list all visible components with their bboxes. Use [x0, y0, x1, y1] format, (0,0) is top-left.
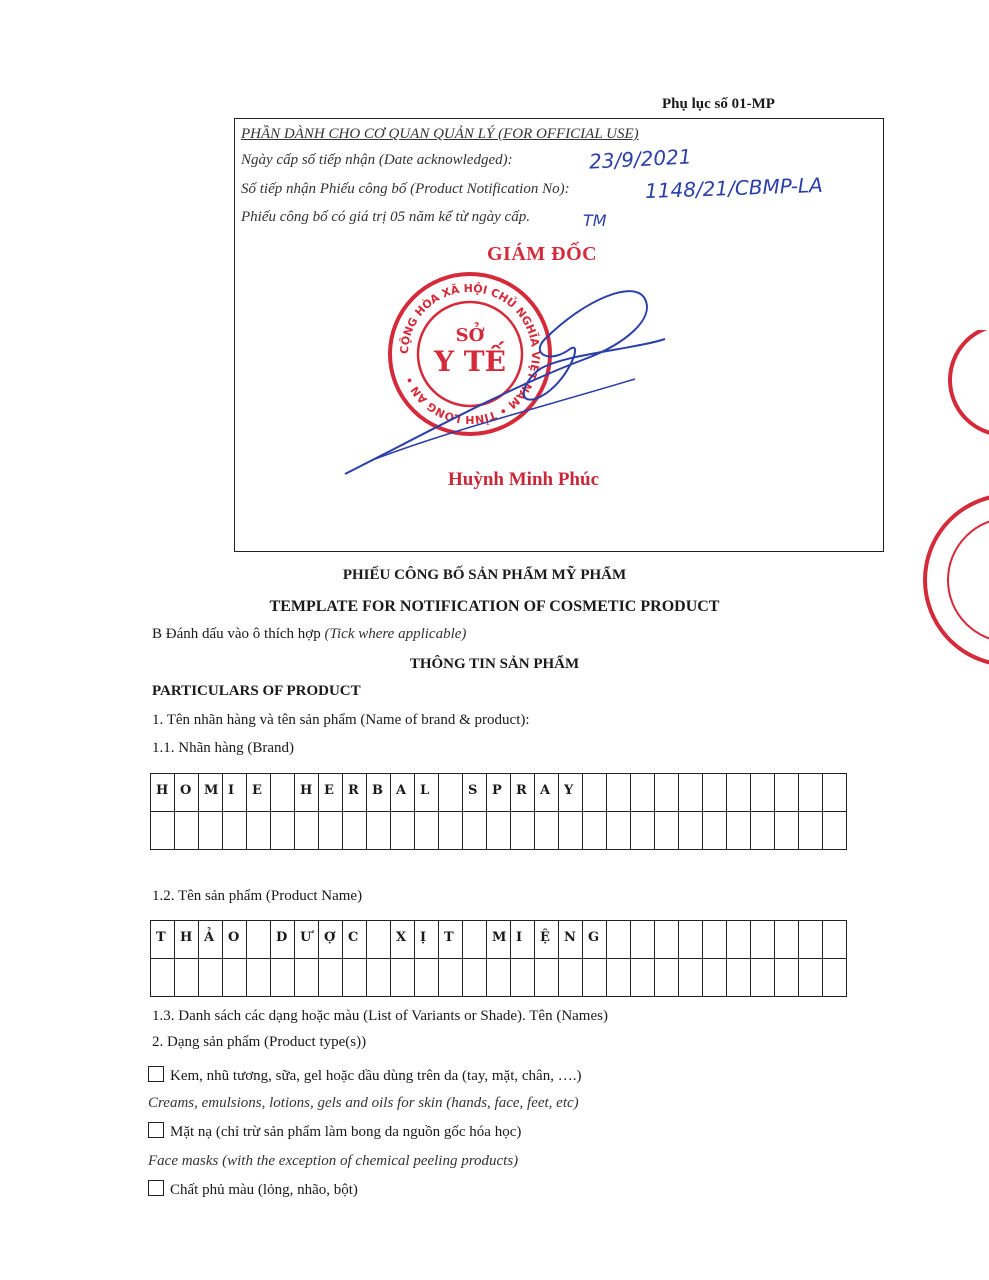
- brand-grid-cell: [535, 774, 559, 812]
- brand-grid-blank-letter: [559, 812, 582, 821]
- brand-grid-row-blank: [151, 812, 847, 850]
- name-grid-letter: D: [276, 930, 288, 945]
- name-grid-cell: [655, 921, 679, 959]
- name-grid-blank-cell: [343, 959, 367, 997]
- product-name-letter-grid: [150, 920, 847, 997]
- name-grid-letter: [655, 921, 678, 930]
- brand-grid-cell: [151, 774, 175, 812]
- name-grid-blank-cell: [559, 959, 583, 997]
- item-1-3-label: 1.3. Danh sách các dạng hoặc màu (List of Variants or Shade). Tên (Names): [152, 1008, 608, 1024]
- name-grid-cell: [751, 921, 775, 959]
- brand-grid-blank-cell: [655, 812, 679, 850]
- partial-edge-seals: [915, 330, 989, 670]
- name-grid-blank-letter: [511, 959, 534, 968]
- name-grid-blank-letter: [175, 959, 198, 968]
- brand-grid-blank-cell: [703, 812, 727, 850]
- seal-ring-text: CỘNG HÒA XÃ HỘI CHỦ NGHĨA VIỆT NAM • TỈNH LONG AN •: [397, 281, 543, 427]
- brand-grid-blank-letter: [727, 812, 750, 821]
- appendix-label: Phụ lục số 01-MP: [662, 96, 775, 112]
- name-grid-cell: [487, 921, 511, 959]
- brand-grid-cell: [271, 774, 295, 812]
- brand-grid-blank-letter: [823, 812, 846, 821]
- brand-grid-blank-cell: [199, 812, 223, 850]
- brand-grid-blank-cell: [319, 812, 343, 850]
- name-grid-blank-cell: [751, 959, 775, 997]
- brand-grid-blank-cell: [223, 812, 247, 850]
- name-grid-blank-letter: [823, 959, 846, 968]
- signature-stroke-main: [345, 291, 665, 474]
- brand-grid-blank-cell: [775, 812, 799, 850]
- brand-grid-letter: S: [468, 783, 478, 798]
- brand-grid-letter: L: [420, 783, 430, 798]
- name-grid-blank-cell: [607, 959, 631, 997]
- name-grid-blank-letter: [247, 959, 270, 968]
- brand-grid-cell: [487, 774, 511, 812]
- name-grid-row-blank: [151, 959, 847, 997]
- notification-number-value: 1148/21/CBMP-LA: [644, 172, 824, 204]
- name-grid-blank-cell: [823, 959, 847, 997]
- validity-initials: TM: [583, 211, 607, 230]
- name-grid-blank-cell: [367, 959, 391, 997]
- name-grid-blank-cell: [511, 959, 535, 997]
- name-grid-cell: [367, 921, 391, 959]
- name-grid-blank-letter: [487, 959, 510, 968]
- name-grid-letter: [607, 921, 630, 930]
- name-grid-letter: I: [516, 930, 523, 945]
- name-grid-letter: M: [492, 930, 507, 945]
- name-grid-cell: [223, 921, 247, 959]
- brand-grid-cell: [439, 774, 463, 812]
- official-use-heading: PHẦN DÀNH CHO CƠ QUAN QUẢN LÝ (FOR OFFICIAL USE): [241, 126, 639, 142]
- brand-grid-cell: [415, 774, 439, 812]
- name-grid-cell: [583, 921, 607, 959]
- validity-label: Phiếu công bố có giá trị 05 năm kể từ ngày cấp.: [241, 209, 530, 225]
- brand-grid-cell: [343, 774, 367, 812]
- name-grid-blank-cell: [295, 959, 319, 997]
- brand-grid-cell: [511, 774, 535, 812]
- tick-instruction: [152, 626, 466, 643]
- brand-grid-blank-cell: [487, 812, 511, 850]
- brand-grid-letter: [631, 774, 654, 783]
- date-acknowledged-value: 23/9/2021: [588, 144, 693, 174]
- brand-grid-blank-letter: [655, 812, 678, 821]
- brand-grid-letter: [703, 774, 726, 783]
- brand-grid-letter: O: [180, 783, 192, 798]
- brand-grid-letter: [607, 774, 630, 783]
- brand-grid-blank-cell: [463, 812, 487, 850]
- option-3-label-vn: Chất phủ màu (lỏng, nhão, bột): [170, 1182, 358, 1198]
- name-grid-letter: N: [564, 930, 576, 945]
- name-grid-letter: T: [444, 930, 454, 945]
- name-grid-blank-cell: [175, 959, 199, 997]
- name-grid-blank-cell: [775, 959, 799, 997]
- name-grid-cell: [199, 921, 223, 959]
- edge-seal-top: [950, 330, 989, 435]
- brand-grid-blank-cell: [607, 812, 631, 850]
- brand-grid-blank-letter: [487, 812, 510, 821]
- name-grid-blank-cell: [631, 959, 655, 997]
- name-grid-blank-cell: [199, 959, 223, 997]
- name-grid-cell: [247, 921, 271, 959]
- brand-grid-blank-cell: [631, 812, 655, 850]
- brand-grid-cell: [463, 774, 487, 812]
- name-grid-blank-letter: [391, 959, 414, 968]
- name-grid-letter: Ư: [300, 930, 312, 945]
- name-grid-letter: [799, 921, 822, 930]
- name-grid-blank-letter: [271, 959, 294, 968]
- product-type-option-3[interactable]: [148, 1180, 358, 1199]
- brand-grid-letter: [679, 774, 702, 783]
- brand-grid-letter: R: [348, 783, 359, 798]
- name-grid-cell: [631, 921, 655, 959]
- brand-grid-blank-letter: [223, 812, 246, 821]
- item-1-label: 1. Tên nhãn hàng và tên sản phẩm (Name of brand & product):: [152, 712, 530, 728]
- brand-grid-letter: H: [300, 783, 313, 798]
- name-grid-blank-letter: [463, 959, 486, 968]
- brand-grid-blank-cell: [439, 812, 463, 850]
- brand-grid-letter: A: [540, 783, 551, 798]
- brand-grid-blank-letter: [175, 812, 198, 821]
- name-grid-row: [151, 921, 847, 959]
- name-grid-cell: [319, 921, 343, 959]
- product-type-option-2[interactable]: [148, 1122, 521, 1141]
- brand-grid-letter: [775, 774, 798, 783]
- name-grid-blank-letter: [199, 959, 222, 968]
- name-grid-blank-cell: [799, 959, 823, 997]
- name-grid-cell: [391, 921, 415, 959]
- name-grid-cell: [799, 921, 823, 959]
- brand-grid-letter: [583, 774, 606, 783]
- brand-grid-cell: [607, 774, 631, 812]
- brand-grid-letter: [751, 774, 774, 783]
- name-grid-letter: H: [180, 930, 193, 945]
- name-grid-letter: [679, 921, 702, 930]
- brand-grid-letter: H: [156, 783, 169, 798]
- brand-grid-blank-letter: [391, 812, 414, 821]
- brand-grid-blank-letter: [343, 812, 366, 821]
- signature: [335, 279, 675, 479]
- brand-grid-blank-letter: [415, 812, 438, 821]
- brand-grid-blank-cell: [799, 812, 823, 850]
- name-grid-blank-letter: [319, 959, 342, 968]
- name-grid-cell: [175, 921, 199, 959]
- brand-grid-cell: [223, 774, 247, 812]
- name-grid-cell: [775, 921, 799, 959]
- name-grid-blank-cell: [535, 959, 559, 997]
- signature-stroke-tail: [375, 379, 635, 459]
- brand-grid-letter: R: [516, 783, 527, 798]
- brand-grid-blank-letter: [631, 812, 654, 821]
- name-grid-blank-cell: [727, 959, 751, 997]
- brand-grid-cell: [583, 774, 607, 812]
- name-grid-blank-cell: [655, 959, 679, 997]
- option-2-label-vn: Mặt nạ (chỉ trừ sản phẩm làm bong da nguồn gốc hóa học): [170, 1124, 522, 1140]
- name-grid-cell: [463, 921, 487, 959]
- brand-grid-letter: M: [204, 783, 219, 798]
- name-grid-blank-letter: [559, 959, 582, 968]
- brand-grid-blank-cell: [727, 812, 751, 850]
- name-grid-letter: C: [348, 930, 359, 945]
- brand-grid-blank-cell: [511, 812, 535, 850]
- brand-grid-cell: [295, 774, 319, 812]
- brand-grid-cell: [823, 774, 847, 812]
- name-grid-cell: [271, 921, 295, 959]
- brand-grid-blank-cell: [583, 812, 607, 850]
- item-1-2-label: 1.2. Tên sản phẩm (Product Name): [152, 888, 363, 904]
- brand-letter-grid: [150, 773, 847, 850]
- name-grid-letter: [463, 921, 486, 930]
- name-grid-blank-letter: [775, 959, 798, 968]
- name-grid-blank-cell: [151, 959, 175, 997]
- brand-grid-blank-cell: [679, 812, 703, 850]
- name-grid-letter: [631, 921, 654, 930]
- name-grid-blank-letter: [655, 959, 678, 968]
- brand-grid-letter: [823, 774, 846, 783]
- name-grid-letter: Ị: [420, 930, 427, 945]
- brand-grid-blank-letter: [367, 812, 390, 821]
- option-2-label-en: Face masks (with the exception of chemical peeling products): [148, 1153, 519, 1169]
- item-2-label: 2. Dạng sản phẩm (Product type(s)): [152, 1034, 367, 1050]
- brand-grid-cell: [175, 774, 199, 812]
- name-grid-letter: [247, 921, 270, 930]
- name-grid-blank-cell: [703, 959, 727, 997]
- notification-number-label: Số tiếp nhận Phiếu công bố (Product Notification No):: [241, 181, 570, 197]
- brand-grid-cell: [631, 774, 655, 812]
- brand-grid-row: [151, 774, 847, 812]
- checkbox-tinted-bases[interactable]: [148, 1180, 164, 1196]
- name-grid-blank-letter: [727, 959, 750, 968]
- name-grid-cell: [823, 921, 847, 959]
- brand-grid-blank-letter: [247, 812, 270, 821]
- product-type-option-1[interactable]: [148, 1066, 581, 1085]
- name-grid-blank-letter: [703, 959, 726, 968]
- brand-grid-blank-letter: [535, 812, 558, 821]
- brand-grid-blank-letter: [799, 812, 822, 821]
- brand-grid-blank-cell: [751, 812, 775, 850]
- brand-grid-cell: [319, 774, 343, 812]
- name-grid-blank-cell: [583, 959, 607, 997]
- seal-center-small: SỞ: [455, 325, 485, 346]
- brand-grid-blank-letter: [151, 812, 174, 821]
- name-grid-blank-letter: [343, 959, 366, 968]
- name-grid-blank-cell: [319, 959, 343, 997]
- brand-grid-blank-letter: [271, 812, 294, 821]
- name-grid-blank-letter: [295, 959, 318, 968]
- brand-grid-cell: [751, 774, 775, 812]
- brand-grid-blank-letter: [511, 812, 534, 821]
- form-title-en: TEMPLATE FOR NOTIFICATION OF COSMETIC PRODUCT: [269, 598, 720, 615]
- brand-grid-blank-cell: [175, 812, 199, 850]
- brand-grid-blank-letter: [583, 812, 606, 821]
- brand-grid-blank-cell: [271, 812, 295, 850]
- name-grid-blank-cell: [223, 959, 247, 997]
- name-grid-letter: [751, 921, 774, 930]
- name-grid-cell: [559, 921, 583, 959]
- name-grid-letter: G: [588, 930, 600, 945]
- brand-grid-cell: [703, 774, 727, 812]
- brand-grid-cell: [199, 774, 223, 812]
- brand-grid-cell: [799, 774, 823, 812]
- signer-name: Huỳnh Minh Phúc: [448, 469, 599, 490]
- brand-grid-letter: A: [396, 783, 407, 798]
- brand-grid-blank-cell: [535, 812, 559, 850]
- name-grid-blank-letter: [799, 959, 822, 968]
- name-grid-letter: [703, 921, 726, 930]
- brand-grid-letter: [727, 774, 750, 783]
- brand-grid-blank-letter: [775, 812, 798, 821]
- option-1-label-vn: Kem, nhũ tương, sữa, gel hoặc dầu dùng trên da (tay, mặt, chân, ….): [170, 1068, 582, 1084]
- name-grid-blank-letter: [679, 959, 702, 968]
- name-grid-cell: [151, 921, 175, 959]
- brand-grid-letter: E: [252, 783, 262, 798]
- option-1-label-en: Creams, emulsions, lotions, gels and oils for skin (hands, face, feet, etc): [148, 1095, 579, 1111]
- name-grid-blank-cell: [415, 959, 439, 997]
- brand-grid-letter: [439, 774, 462, 783]
- brand-grid-blank-cell: [295, 812, 319, 850]
- brand-grid-cell: [559, 774, 583, 812]
- date-acknowledged-label: Ngày cấp số tiếp nhận (Date acknowledged):: [241, 152, 513, 168]
- name-grid-letter: [775, 921, 798, 930]
- brand-grid-cell: [367, 774, 391, 812]
- brand-grid-cell: [247, 774, 271, 812]
- director-title: GIÁM ĐỐC: [487, 243, 598, 265]
- name-grid-cell: [679, 921, 703, 959]
- name-grid-cell: [415, 921, 439, 959]
- name-grid-blank-letter: [751, 959, 774, 968]
- brand-grid-cell: [727, 774, 751, 812]
- brand-grid-blank-letter: [199, 812, 222, 821]
- brand-grid-blank-cell: [391, 812, 415, 850]
- section-title-vn: THÔNG TIN SẢN PHẨM: [409, 656, 580, 672]
- checkbox-creams[interactable]: [148, 1066, 164, 1082]
- name-grid-blank-letter: [151, 959, 174, 968]
- brand-grid-blank-cell: [823, 812, 847, 850]
- brand-grid-cell: [775, 774, 799, 812]
- name-grid-cell: [439, 921, 463, 959]
- brand-grid-cell: [655, 774, 679, 812]
- brand-grid-cell: [679, 774, 703, 812]
- brand-grid-blank-letter: [679, 812, 702, 821]
- name-grid-letter: X: [396, 930, 407, 945]
- name-grid-blank-cell: [439, 959, 463, 997]
- brand-grid-blank-cell: [343, 812, 367, 850]
- name-grid-blank-letter: [583, 959, 606, 968]
- tick-instruction-vn: B Đánh dấu vào ô thích hợp: [152, 626, 321, 642]
- name-grid-letter: T: [156, 930, 166, 945]
- brand-grid-blank-cell: [559, 812, 583, 850]
- name-grid-letter: [823, 921, 846, 930]
- name-grid-cell: [727, 921, 751, 959]
- name-grid-letter: O: [228, 930, 240, 945]
- brand-grid-cell: [391, 774, 415, 812]
- name-grid-blank-letter: [535, 959, 558, 968]
- brand-grid-blank-letter: [295, 812, 318, 821]
- name-grid-letter: [367, 921, 390, 930]
- brand-grid-blank-letter: [751, 812, 774, 821]
- brand-grid-blank-cell: [151, 812, 175, 850]
- brand-grid-letter: [655, 774, 678, 783]
- name-grid-blank-cell: [247, 959, 271, 997]
- name-grid-letter: Ợ: [324, 930, 336, 945]
- name-grid-cell: [535, 921, 559, 959]
- name-grid-blank-cell: [463, 959, 487, 997]
- brand-grid-blank-cell: [247, 812, 271, 850]
- name-grid-blank-letter: [439, 959, 462, 968]
- name-grid-blank-letter: [223, 959, 246, 968]
- name-grid-cell: [343, 921, 367, 959]
- name-grid-blank-cell: [391, 959, 415, 997]
- form-title-vn: PHIẾU CÔNG BỐ SẢN PHẨM MỸ PHẨM: [342, 567, 627, 583]
- brand-grid-letter: [271, 774, 294, 783]
- name-grid-cell: [511, 921, 535, 959]
- name-grid-letter: [727, 921, 750, 930]
- brand-grid-blank-cell: [415, 812, 439, 850]
- section-title-en: PARTICULARS OF PRODUCT: [152, 683, 361, 699]
- brand-grid-letter: B: [372, 783, 383, 798]
- brand-grid-blank-letter: [607, 812, 630, 821]
- name-grid-blank-cell: [487, 959, 511, 997]
- brand-grid-blank-letter: [439, 812, 462, 821]
- seal-center-large: Y TẾ: [434, 345, 506, 378]
- brand-grid-blank-letter: [463, 812, 486, 821]
- name-grid-blank-letter: [415, 959, 438, 968]
- checkbox-face-masks[interactable]: [148, 1122, 164, 1138]
- brand-grid-letter: P: [492, 783, 502, 798]
- brand-grid-letter: I: [228, 783, 235, 798]
- brand-grid-letter: Y: [564, 783, 574, 798]
- name-grid-blank-letter: [607, 959, 630, 968]
- name-grid-blank-cell: [271, 959, 295, 997]
- brand-grid-blank-cell: [367, 812, 391, 850]
- brand-grid-blank-letter: [703, 812, 726, 821]
- name-grid-blank-letter: [367, 959, 390, 968]
- name-grid-blank-cell: [679, 959, 703, 997]
- name-grid-blank-letter: [631, 959, 654, 968]
- official-use-box: [234, 118, 884, 552]
- item-1-1-label: 1.1. Nhãn hàng (Brand): [152, 740, 295, 756]
- name-grid-cell: [295, 921, 319, 959]
- name-grid-letter: Ả: [204, 930, 215, 945]
- name-grid-letter: Ệ: [540, 930, 550, 945]
- name-grid-cell: [607, 921, 631, 959]
- brand-grid-blank-letter: [319, 812, 342, 821]
- brand-grid-letter: E: [324, 783, 334, 798]
- tick-instruction-en: (Tick where applicable): [324, 626, 467, 642]
- name-grid-cell: [703, 921, 727, 959]
- brand-grid-letter: [799, 774, 822, 783]
